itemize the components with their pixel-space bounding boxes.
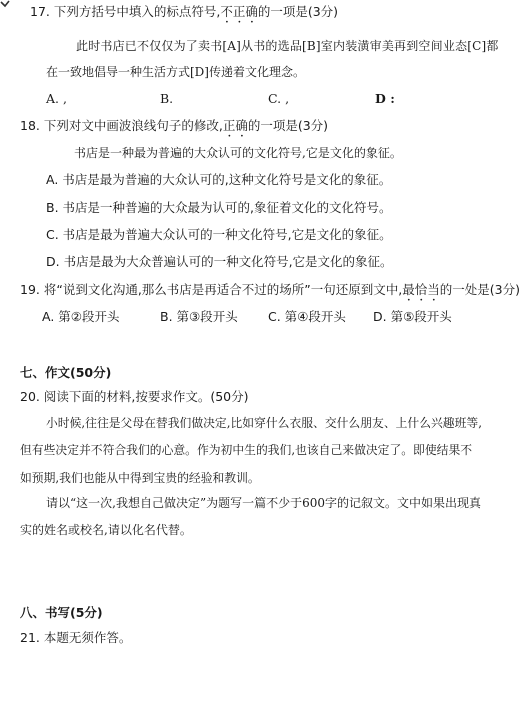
q17-passage-line-2: 在一致地倡导一种生活方式[D]传递着文化理念。 bbox=[46, 65, 305, 79]
q21-text: 21. 本题无须作答。 bbox=[20, 630, 132, 645]
q17-option-b: B. bbox=[160, 91, 174, 106]
q17-stem-emphasis: 不正确 bbox=[220, 4, 258, 19]
q20-requirement-line-1: 请以“这一次,我想自己做决定”为题写一篇不少于600字的记叙文。文中如果出现真 bbox=[46, 496, 481, 510]
q17-stem-b: 的一项是(3分) bbox=[257, 4, 339, 19]
q17-stem bbox=[30, 4, 338, 26]
q17-option-c: C. , bbox=[268, 91, 290, 106]
q17-passage-line-1: 此时书店已不仅仅为了卖书[A]从书的选品[B]室内装潢审美再到空间业态[C]都 bbox=[76, 39, 499, 53]
q18-option-b: B. 书店是一种普遍的大众最为认可的,象征着文化的文化符号。 bbox=[46, 200, 392, 215]
q19-stem-b: 的一处是(3分) bbox=[439, 282, 520, 297]
q19-option-c: C. 第④段开头 bbox=[268, 309, 346, 324]
q18-option-d: D. 书店是最为大众普遍认可的一种文化符号,它是文化的象征。 bbox=[46, 254, 393, 269]
section-7-title: 七、作文(50分) bbox=[20, 365, 112, 380]
q18-option-a: A. 书店是最为普遍的大众认可的,这种文化符号是文化的象征。 bbox=[46, 172, 392, 187]
q19-option-a: A. 第②段开头 bbox=[42, 309, 120, 324]
corner-mark bbox=[0, 0, 10, 8]
q18-stem-emphasis: 正确 bbox=[222, 118, 248, 133]
q17-stem-a: 17. 下列方括号中填入的标点符号, bbox=[30, 4, 221, 19]
q19-option-d: D. 第⑤段开头 bbox=[373, 309, 452, 324]
q20-stem: 20. 阅读下面的材料,按要求作文。(50分) bbox=[20, 389, 249, 404]
q20-material-line-3: 如预期,我们也能从中得到宝贵的经验和教训。 bbox=[20, 471, 260, 485]
q18-sentence: 书店是一种最为普遍的大众认可的文化符号,它是文化的象征。 bbox=[74, 146, 402, 160]
q19-stem-emphasis: 最恰当 bbox=[402, 282, 440, 297]
q20-requirement-line-2: 实的姓名或校名,请以化名代替。 bbox=[20, 523, 192, 537]
q18-stem-a: 18. 下列对文中画波浪线句子的修改, bbox=[20, 118, 223, 133]
section-8-title: 八、书写(5分) bbox=[20, 605, 103, 620]
q19-stem-a: 19. 将“说到文化沟通,那么书店是再适合不过的场所”一句还原到文中, bbox=[20, 282, 403, 297]
q19-option-b: B. 第③段开头 bbox=[160, 309, 238, 324]
q18-option-c: C. 书店是最为普遍大众认可的一种文化符号,它是文化的象征。 bbox=[46, 227, 392, 242]
q19-stem bbox=[20, 282, 520, 304]
q18-stem bbox=[20, 118, 328, 140]
q18-stem-b: 的一项是(3分) bbox=[247, 118, 329, 133]
q17-option-a: A. , bbox=[46, 91, 67, 106]
q17-option-d: D : bbox=[375, 91, 395, 106]
q20-material-line-2: 但有些决定并不符合我们的心意。作为初中生的我们,也该自己来做决定了。即使结果不 bbox=[20, 443, 473, 457]
q20-material-line-1: 小时候,往往是父母在替我们做决定,比如穿什么衣服、交什么朋友、上什么兴趣班等, bbox=[46, 416, 482, 430]
